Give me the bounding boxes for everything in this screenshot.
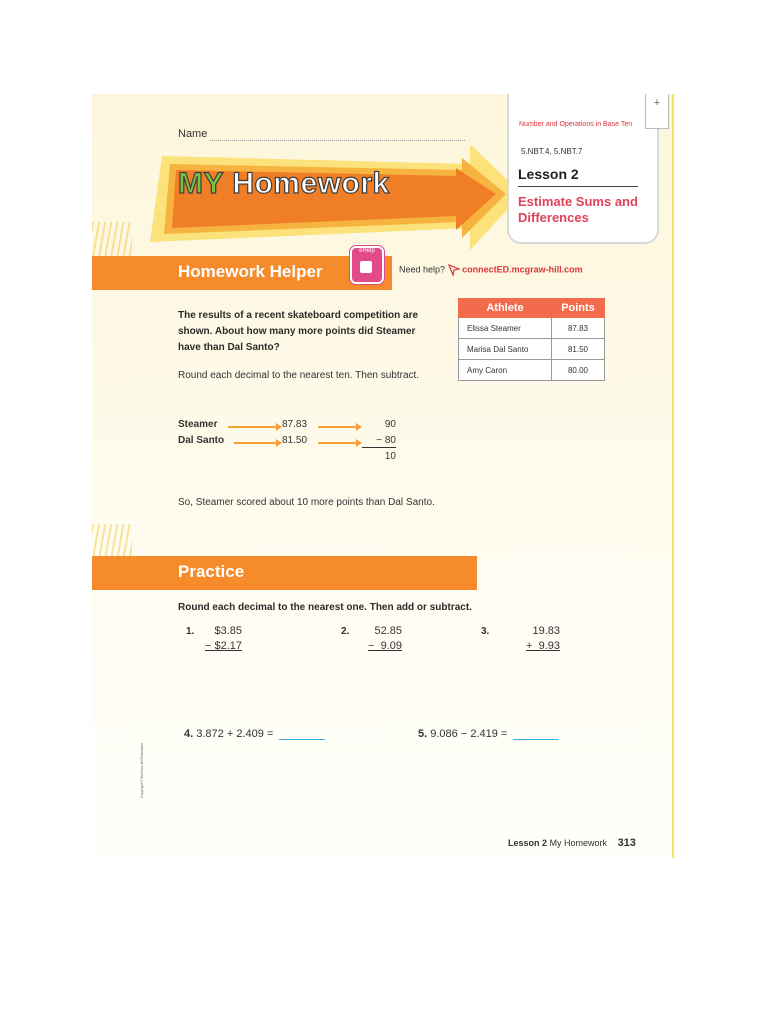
problem-5-number: 5.	[418, 728, 428, 740]
work-label-dalsanto: Dal Santo	[178, 435, 225, 446]
work-result: 10	[384, 451, 396, 462]
homework-page	[92, 94, 672, 858]
work-value-steamer: 87.83	[282, 419, 308, 430]
problem-4-number: 4.	[184, 728, 194, 740]
work-label-steamer: Steamer	[178, 419, 218, 430]
page-footer	[508, 837, 636, 849]
arrow-icon	[234, 442, 278, 444]
points-cell: 80.00	[552, 360, 605, 381]
name-field[interactable]	[210, 140, 465, 141]
footer-lesson: Lesson 2	[508, 838, 548, 848]
title-my: MY	[178, 167, 224, 200]
connected-url-link[interactable]: connectED.mcgraw-hill.com	[462, 264, 583, 275]
my-homework-title	[178, 168, 390, 200]
problem-3-number: 3.	[481, 626, 490, 637]
problem-5-expression: 9.086 − 2.419 =	[430, 728, 508, 740]
standards: 5.NBT.4, 5.NBT.7	[521, 147, 583, 156]
homework-helper-bar	[92, 256, 392, 290]
table-header-points: Points	[552, 299, 605, 318]
plus-icon[interactable]: +	[645, 94, 669, 129]
table-header-athlete: Athlete	[459, 299, 552, 318]
lesson-title: Estimate Sums and Differences	[518, 194, 638, 225]
athlete-points-table	[458, 298, 605, 381]
cursor-icon	[448, 264, 460, 276]
arrow-icon	[228, 426, 278, 428]
problem-5-answer-field[interactable]	[513, 729, 559, 740]
problem-4-answer-field[interactable]	[279, 729, 325, 740]
problem-1-bottom: − $2.17	[204, 640, 242, 652]
table-row	[459, 360, 605, 381]
copyright-notice: Copyright © McGraw-Hill Education	[140, 742, 144, 798]
points-cell: 87.83	[552, 318, 605, 339]
table-row	[459, 318, 605, 339]
problem-2-bottom: − 9.09	[368, 640, 402, 652]
lesson-card	[507, 94, 659, 244]
page-number: 313	[617, 837, 636, 849]
problem-3-bottom: + 9.93	[526, 640, 560, 652]
problem-4	[184, 728, 325, 740]
points-cell: 81.50	[552, 339, 605, 360]
athlete-cell: Marisa Dal Santo	[459, 339, 552, 360]
problem-4-expression: 3.872 + 2.409 =	[196, 728, 274, 740]
work-round-steamer: 90	[384, 419, 396, 430]
athlete-cell: Elissa Steamer	[459, 318, 552, 339]
title-homework: Homework	[232, 167, 390, 200]
conclusion-text: So, Steamer scored about 10 more points than Dal Santo.	[178, 497, 435, 508]
problem-2-top: 52.85	[374, 625, 402, 637]
lesson-divider	[518, 186, 638, 187]
problem-1-top: $3.85	[214, 625, 242, 637]
work-value-dalsanto: 81.50	[282, 435, 308, 446]
work-round-dalsanto: − 80	[362, 435, 396, 448]
athlete-cell: Amy Caron	[459, 360, 552, 381]
ehelp-square	[360, 261, 372, 273]
problem-3-top: 19.83	[532, 625, 560, 637]
practice-bar	[92, 556, 477, 590]
need-help-line	[399, 264, 583, 276]
footer-section: My Homework	[549, 838, 608, 848]
ehelp-label: eHelp	[359, 248, 375, 254]
instruction-text: Round each decimal to the nearest ten. Then subtract.	[178, 370, 420, 381]
ehelp-icon[interactable]	[350, 246, 384, 284]
practice-heading: Practice	[178, 562, 245, 581]
name-label: Name	[178, 128, 208, 140]
problem-1-number: 1.	[186, 626, 195, 637]
homework-banner-arrow	[140, 146, 520, 256]
practice-instruction: Round each decimal to the nearest one. Then add or subtract.	[178, 602, 472, 613]
arrow-icon	[318, 442, 358, 444]
need-help-text: Need help?	[399, 264, 446, 275]
table-row	[459, 339, 605, 360]
problem-5	[418, 728, 559, 740]
question-text: The results of a recent skateboard competition are shown. About how many more points did Steamer have than Dal Santo?	[178, 310, 419, 353]
homework-helper-heading: Homework Helper	[178, 262, 323, 281]
standard-area: Number and Operations in Base Ten	[519, 121, 633, 128]
lesson-number: Lesson 2	[518, 166, 579, 182]
problem-2-number: 2.	[341, 626, 350, 637]
arrow-icon	[318, 426, 358, 428]
